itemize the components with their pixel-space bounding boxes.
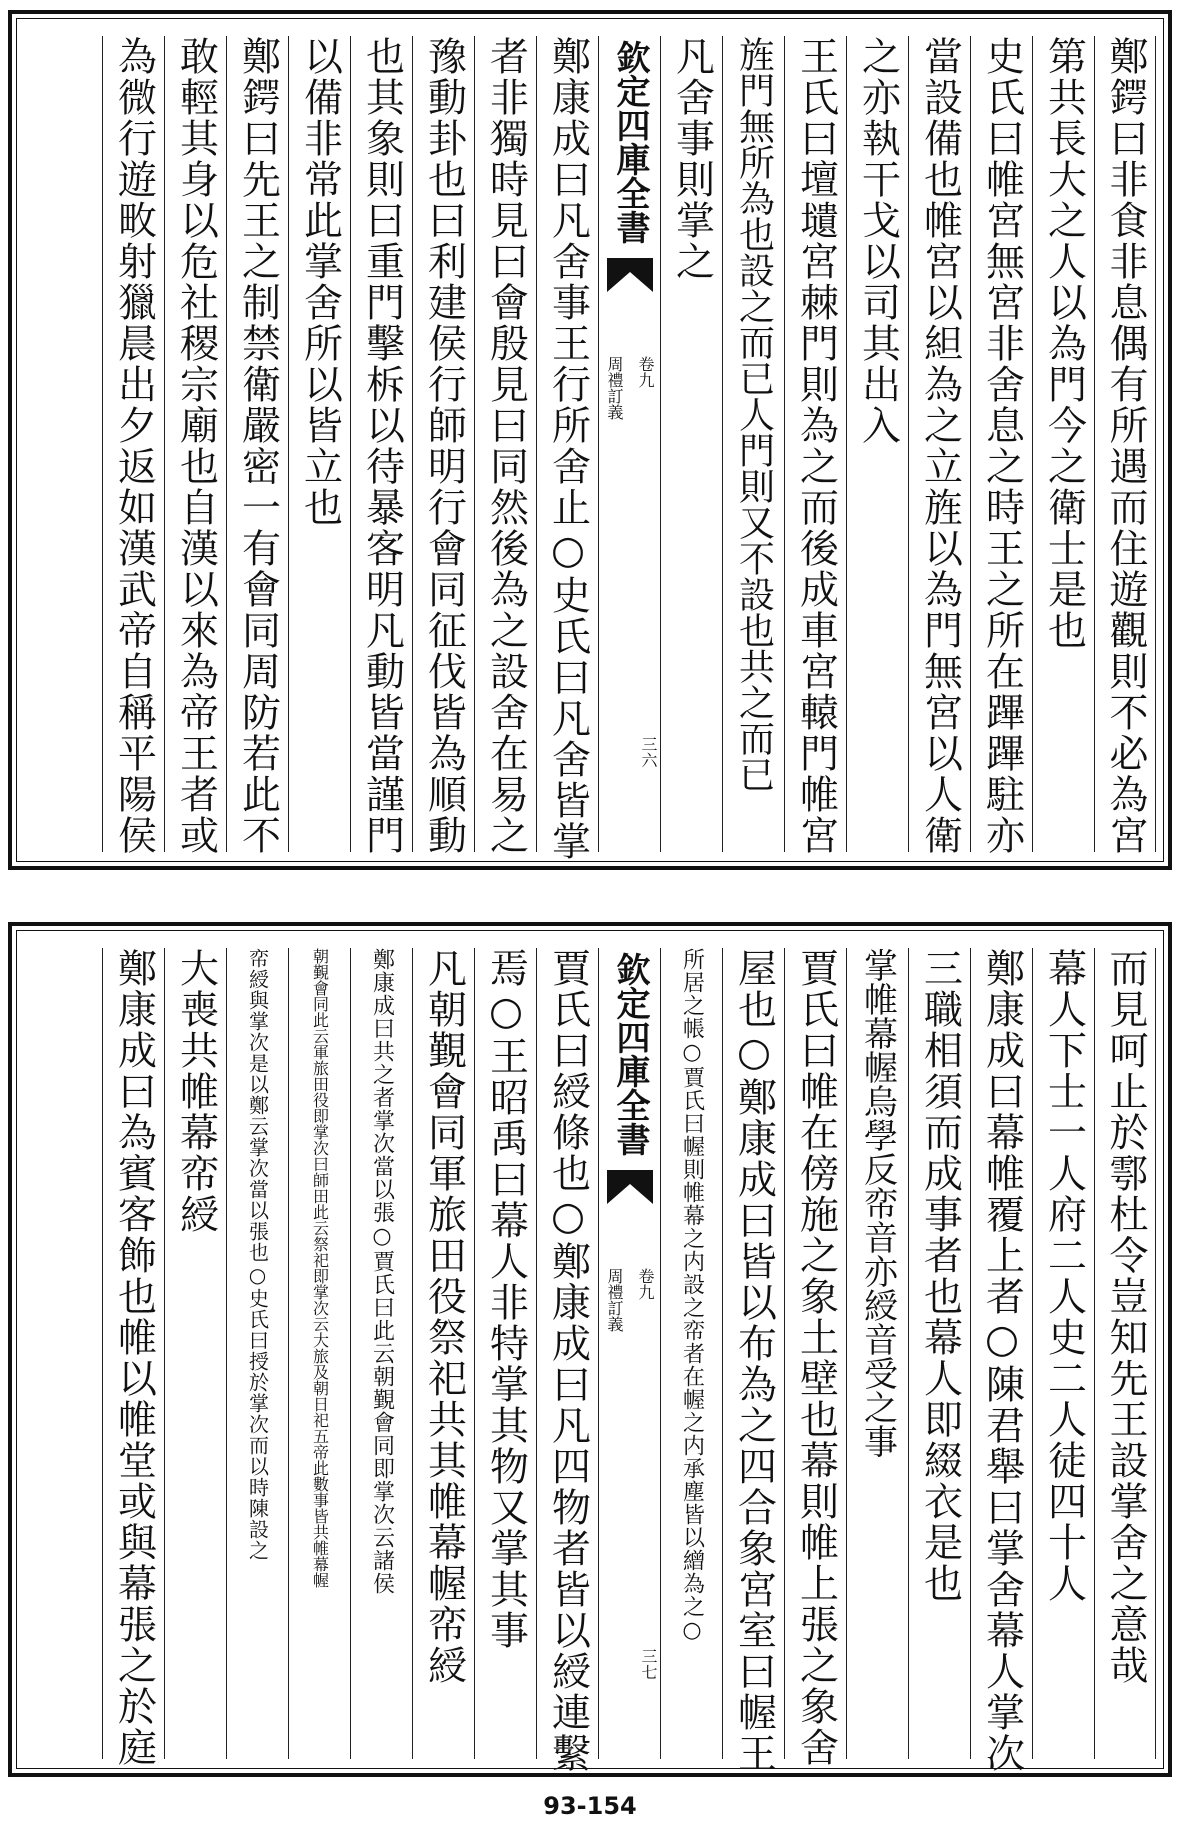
column-text: 三職相須而成事者也幕人即綴衣是也	[917, 948, 963, 1604]
text-column	[908, 948, 970, 1759]
column-text: 鄭康成曰凡舍事王行所舍止○史氏曰凡舍皆掌	[545, 36, 591, 862]
text-column	[536, 36, 598, 862]
column-text: 鄭康成曰為賓客飾也帷以帷堂或與幕張之於庭	[111, 948, 157, 1768]
lower-page-columns	[102, 948, 1156, 1774]
column-text: 史氏曰帷宮無宮非舍息之時王之所在蹕蹕駐亦	[979, 36, 1025, 856]
column-text: 大喪共帷幕帟綬	[173, 948, 219, 1235]
column-text: 鄭鍔曰先王之制禁衛嚴密一有會同周防若此不	[235, 36, 281, 856]
text-column	[350, 948, 412, 1759]
column-text: 掌帷幕幄烏學反帟音亦綬音受之事	[857, 948, 898, 1458]
column-text: 以備非常此掌舍所以皆立也	[297, 36, 343, 528]
text-column	[846, 36, 908, 852]
collection-title: 欽定四庫全書	[610, 952, 650, 1156]
column-text: 屋也○鄭康成曰皆以布為之四合象宮室曰幄王	[731, 948, 777, 1774]
text-column	[288, 36, 350, 852]
text-column	[412, 36, 474, 856]
column-text: 帟綬與掌次是以鄭云掌次當以張也○史氏曰授於掌次而以時陳設之	[245, 948, 270, 1561]
column-text: 之亦執干戈以司其出入	[855, 36, 901, 446]
text-column	[536, 948, 598, 1774]
column-text: 鄭康成曰幕帷覆上者○陳君舉曰掌舍幕人掌次	[979, 948, 1025, 1774]
column-text: 賈氏曰帷在傍施之象土壁也幕則帷上張之象舍	[793, 948, 839, 1768]
column-text: 所居之帳○賈氏曰幄則帷幕之内設之帟者在幄之内承塵皆以繒為之○	[679, 948, 705, 1644]
column-text: 當設備也帷宮以䋎為之立旌以為門無宮以人衛	[917, 36, 963, 856]
text-column	[1094, 36, 1156, 856]
column-text: 為微行遊畋射獵晨出夕返如漢武帝自稱平陽侯	[111, 36, 157, 856]
column-text: 王氏曰壇壝宮棘門則為之而後成車宮轅門帷宮	[793, 36, 839, 856]
text-column	[660, 36, 722, 852]
text-column	[102, 36, 164, 856]
column-text: 凡朝覲會同軍旅田役祭祀共其帷幕幄帟綬	[421, 948, 467, 1686]
column-text: 鄭鍔曰非食非息偶有所遇而住遊觀則不必為宮	[1103, 36, 1148, 856]
column-text: 幕人下士一人府二人史二人徒四十人	[1041, 948, 1087, 1604]
upper-page	[8, 10, 1172, 870]
folio-number: 三六	[639, 736, 658, 768]
column-text: 鄭康成曰共之者掌次當以張○賈氏曰此云朝覲會同即掌次云諸侯	[369, 948, 395, 1595]
text-column	[412, 948, 474, 1759]
column-text: 凡舍事則掌之	[669, 36, 715, 282]
text-column	[350, 36, 412, 856]
book-title: 周禮訂義	[605, 356, 624, 420]
collection-title: 欽定四庫全書	[610, 40, 650, 244]
lower-page	[8, 922, 1172, 1777]
text-column	[784, 36, 846, 856]
volume-number: 卷九	[636, 356, 655, 388]
text-column	[784, 948, 846, 1768]
text-column	[722, 36, 784, 852]
text-column	[226, 948, 288, 1759]
column-text: 豫動卦也曰利建侯行師明行會同征伐皆為順動	[421, 36, 467, 856]
text-column	[970, 948, 1032, 1774]
text-column	[102, 948, 164, 1768]
fish-tail-mark-icon	[607, 258, 653, 292]
column-text: 第共長大之人以為門今之衛士是也	[1041, 36, 1087, 651]
book-title: 周禮訂義	[605, 1268, 624, 1332]
column-text: 賈氏曰綬條也○鄭康成曰凡四物者皆以綬連繫	[545, 948, 591, 1774]
column-text: 旌門無所為也設之而已人門則又不設也共之而已	[733, 36, 775, 792]
text-column	[970, 36, 1032, 856]
fish-tail-mark-icon	[607, 1170, 653, 1204]
text-column	[846, 948, 908, 1759]
text-column	[1032, 36, 1094, 852]
column-text: 焉○王昭禹曰幕人非特掌其物又掌其事	[483, 948, 529, 1651]
column-text: 朝覲會同此云軍旅田役即掌次曰師田此云祭祀即掌次云大旅及朝日祀五帝此數事皆共帷幕幄	[310, 948, 330, 1588]
volume-number: 卷九	[636, 1268, 655, 1300]
text-column	[1094, 948, 1156, 1759]
text-column	[288, 948, 350, 1759]
text-column	[722, 948, 784, 1774]
text-column	[164, 948, 226, 1759]
folio-number: 三七	[639, 1648, 658, 1680]
column-text: 也其象則曰重門擊柝以待暴客明凡動皆當謹門	[359, 36, 405, 856]
column-text: 而見呵止於鄠杜令豈知先王設掌舍之意哉	[1103, 948, 1148, 1686]
text-column	[474, 36, 536, 856]
text-column	[164, 36, 226, 856]
text-column	[474, 948, 536, 1759]
upper-page-columns	[102, 36, 1156, 862]
text-column	[660, 948, 722, 1759]
page-number: 93-154	[543, 1792, 637, 1820]
column-text: 敢輕其身以危社稷宗廟也自漢以來為帝王者或	[173, 36, 219, 856]
center-fold	[598, 36, 660, 852]
text-column	[226, 36, 288, 856]
text-column	[908, 36, 970, 856]
text-column	[1032, 948, 1094, 1759]
column-text: 者非獨時見曰會殷見曰同然後為之設舍在易之	[483, 36, 529, 856]
center-fold	[598, 948, 660, 1759]
